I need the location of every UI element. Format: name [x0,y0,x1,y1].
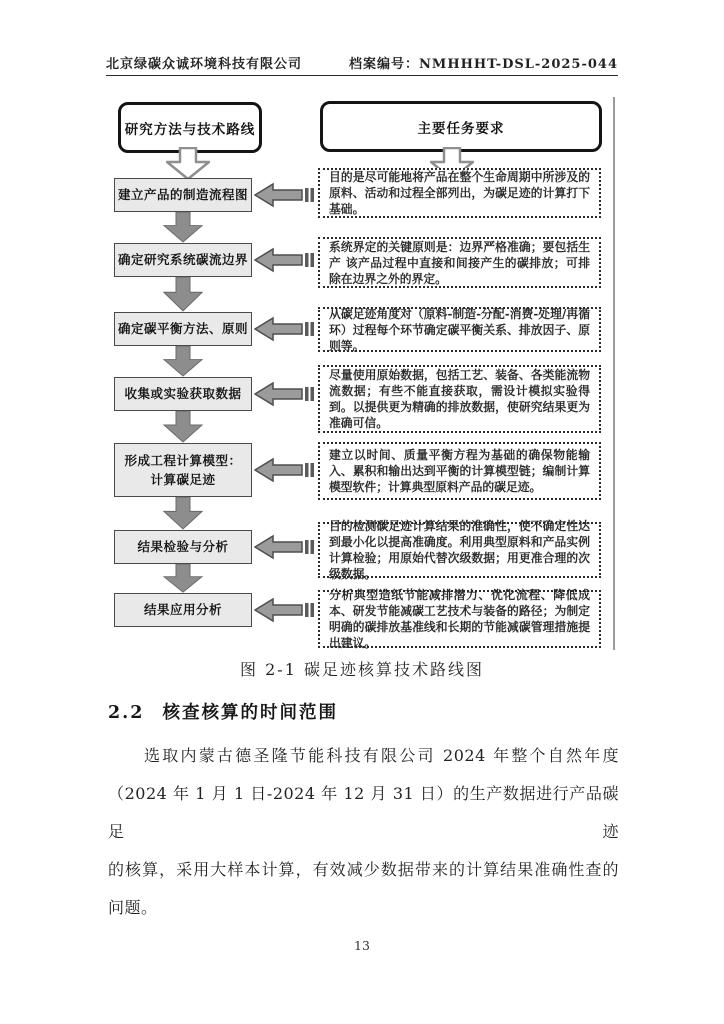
down-arrow-icon [163,212,203,243]
flowchart-figure [0,95,724,655]
step-box [114,377,252,411]
step-box [114,243,252,277]
down-arrow-icon [163,497,203,530]
step-label: 收集或实验获取数据 [124,386,242,402]
step-label: 结果检验与分析 [137,539,229,555]
left-arrow-icon [254,455,316,485]
down-arrow-icon [163,411,203,443]
requirement-text: 尽量使用原始数据，包括工艺、装备、各类能流物流数据；有些不能直接获取，需设计模拟实验得到。以提供更为精确的排放数据，使研究结果更为准确可信。 [329,368,590,430]
requirement-text: 建立以时间、质量平衡方程为基础的确保物能输入、累积和输出达到平衡的计算模型链；编制计算模型软件；计算典型原料产品的碳足迹。 [329,448,590,494]
left-column-header-box [118,102,262,153]
step-label: 建立产品的制造流程图 [117,187,248,203]
paragraph-line: （2024 年 1 月 1 日-2024 年 12 月 31 日）的生产数据进行产品碳足迹 [108,784,619,841]
down-arrow-icon [163,346,203,377]
right-column-title: 主要任务要求 [417,120,505,137]
requirement-text: 从碳足迹角度对（原料-制造-分配-消费-处理/再循环）过程每个环节确定碳平衡关系、排放因子、原则等。 [329,306,590,353]
section-title: 核查核算的时间范围 [162,703,338,723]
left-arrow-icon [254,314,316,344]
left-arrow-icon [254,595,316,625]
section-heading [108,699,620,724]
page-header [106,48,618,76]
step-label: 计算碳足迹 [150,472,216,487]
step-box [114,593,252,627]
left-arrow-icon [254,180,316,210]
requirement-text: 目的是尽可能地将产品在整个生命周期中所涉及的原料、活动和过程全部列出，为碳足迹的计算打下基础。 [329,170,590,216]
step-label: 确定碳平衡方法、原则 [117,321,248,337]
left-arrow-icon [254,532,316,562]
requirement-text: 分析典型造纸节能减排潜力、优化流程、降低成本、研发节能减碳工艺技术与装备的路径；为制定明确的碳排放基准线和长期的节能减碳管理措施提出建议。 [329,588,590,650]
left-arrow-icon [254,245,316,275]
requirement-box [318,307,601,352]
hollow-down-arrow-icon [166,147,210,180]
step-box [114,312,252,346]
requirement-box [318,519,601,581]
requirement-box [318,365,601,433]
paragraph-line: 选取内蒙古德圣隆节能科技有限公司 2024 年整个自然年度 [144,746,619,765]
company-name: 北京绿碳众诚环境科技有限公司 [106,57,303,72]
left-arrow-icon [254,379,316,409]
step-box [114,443,252,497]
step-label: 确定研究系统碳流边界 [117,252,248,268]
step-box [114,178,252,212]
requirement-box [318,237,601,288]
paragraph-line: 问题。 [108,898,158,917]
paragraph-line: 的核算，采用大样本计算，有效减少数据带来的计算结果准确性查的 [108,860,619,879]
archive-number: 档案编号：NMHHHT-DSL-2025-044 [349,57,618,72]
right-column-header-box [320,101,602,152]
requirement-box [318,442,601,500]
requirement-box [318,168,601,218]
step-box [114,530,252,564]
section-number: 2.2 [108,703,145,723]
step-label: 形成工程计算模型： [124,452,242,468]
body-paragraph [108,737,619,927]
figure-right-border [613,97,615,650]
down-arrow-icon [163,564,203,593]
left-column-title: 研究方法与技术路线 [124,121,256,138]
figure-caption: 图 2-1 碳足迹核算技术路线图 [240,660,484,679]
requirement-text: 目的检测碳足迹计算结果的准确性，使不确定性达到最小化以提高准确度。利用典型原料和产品实例计算检验；用原始代替次级数据；用更准合理的次级数据。 [329,519,590,581]
requirement-box [318,590,601,648]
step-label: 结果应用分析 [143,602,222,618]
page-number: 13 [354,938,370,953]
down-arrow-icon [163,277,203,312]
requirement-text: 系统界定的关键原则是：边界严格准确；要包括生产 该产品过程中直接和间接产生的碳排放；可排除在边界之外的界定。 [329,239,590,286]
